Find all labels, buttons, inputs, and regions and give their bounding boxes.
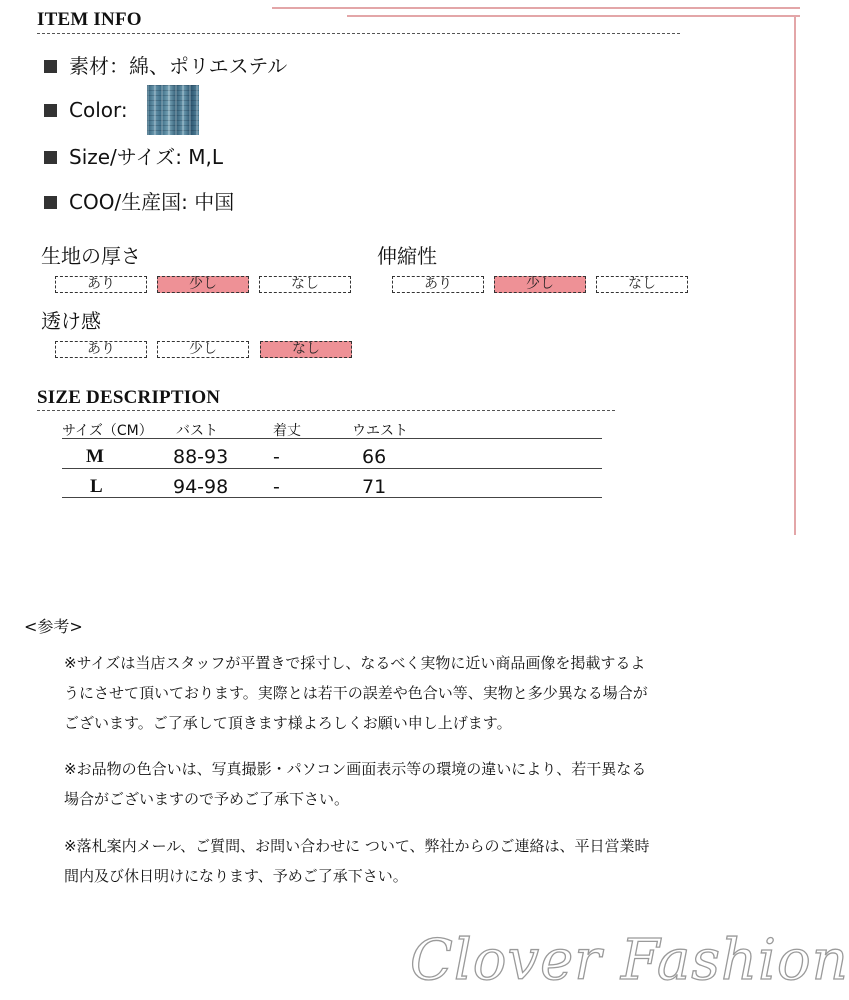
sheer-option-yes: あり xyxy=(55,341,147,358)
thickness-title: 生地の厚さ xyxy=(41,244,141,268)
reference-paragraph-3 xyxy=(64,831,684,891)
bullet-icon xyxy=(44,151,57,164)
stretch-option-none: なし xyxy=(596,276,688,293)
table-row-size: M xyxy=(86,446,104,467)
table-row-waist: 66 xyxy=(362,446,387,468)
thickness-option-none: なし xyxy=(259,276,351,293)
table-rule xyxy=(62,468,602,469)
table-rule xyxy=(62,497,602,498)
sheer-title: 透け感 xyxy=(41,309,101,333)
reference-heading: <参考> xyxy=(24,617,83,636)
reference-paragraph-2 xyxy=(64,754,684,814)
reference-paragraph-1 xyxy=(64,648,684,738)
reference-line: 間内及び休日明けになります、予めご了承下さい。 xyxy=(64,867,408,885)
table-row-bust: 88-93 xyxy=(173,446,229,468)
size-text: Size/サイズ: M,L xyxy=(69,145,224,169)
reference-line: ございます。ご了承して頂きます様よろしくお願い申し上げます。 xyxy=(64,714,512,732)
stretch-title: 伸縮性 xyxy=(377,244,437,268)
table-row-waist: 71 xyxy=(362,476,387,498)
stretch-option-little: 少し xyxy=(494,276,586,293)
color-swatch xyxy=(147,85,199,135)
bullet-icon xyxy=(44,104,57,117)
thickness-option-little: 少し xyxy=(157,276,249,293)
table-row-length: - xyxy=(273,446,280,468)
table-row-size: L xyxy=(90,476,103,497)
material-text: 素材：綿、ポリエステル xyxy=(69,54,288,78)
thickness-option-yes: あり xyxy=(55,276,147,293)
sheer-option-none: なし xyxy=(260,341,352,358)
bullet-icon xyxy=(44,196,57,209)
reference-line: ※サイズは当店スタッフが平置きで採寸し、なるべく実物に近い商品画像を掲載するよ xyxy=(64,654,646,672)
table-header-waist: ウエスト xyxy=(352,423,408,439)
item-info-divider xyxy=(37,33,680,34)
frame-line-right xyxy=(794,15,796,535)
table-row-bust: 94-98 xyxy=(173,476,229,498)
table-row-length: - xyxy=(273,476,280,498)
coo-text: COO/生産国: 中国 xyxy=(69,190,235,214)
reference-line: 場合がございますので予めご了承下さい。 xyxy=(64,790,350,808)
size-description-heading: SIZE DESCRIPTION xyxy=(37,387,221,408)
brand-logo: Clover Fashion xyxy=(410,928,849,993)
table-rule xyxy=(62,438,602,439)
reference-line: うにさせて頂いております。実際とは若干の誤差や色合い等、実物と多少異なる場合が xyxy=(64,684,648,702)
table-header-size: サイズ（CM） xyxy=(62,423,153,439)
reference-line: ※お品物の色合いは、写真撮影・パソコン画面表示等の環境の違いにより、若干異なる xyxy=(64,760,647,778)
size-description-divider xyxy=(37,410,615,411)
frame-line-top xyxy=(272,7,800,9)
sheer-option-little: 少し xyxy=(157,341,249,358)
table-header-length: 着丈 xyxy=(273,423,301,439)
bullet-icon xyxy=(44,60,57,73)
color-label: Color: xyxy=(69,98,128,122)
item-info-heading: ITEM INFO xyxy=(37,9,142,30)
stretch-option-yes: あり xyxy=(392,276,484,293)
table-header-bust: バスト xyxy=(176,423,218,439)
frame-line-top-inner xyxy=(347,15,800,17)
reference-line: ※落札案内メール、ご質問、お問い合わせに ついて、弊社からのご連絡は、平日営業時 xyxy=(64,837,650,855)
